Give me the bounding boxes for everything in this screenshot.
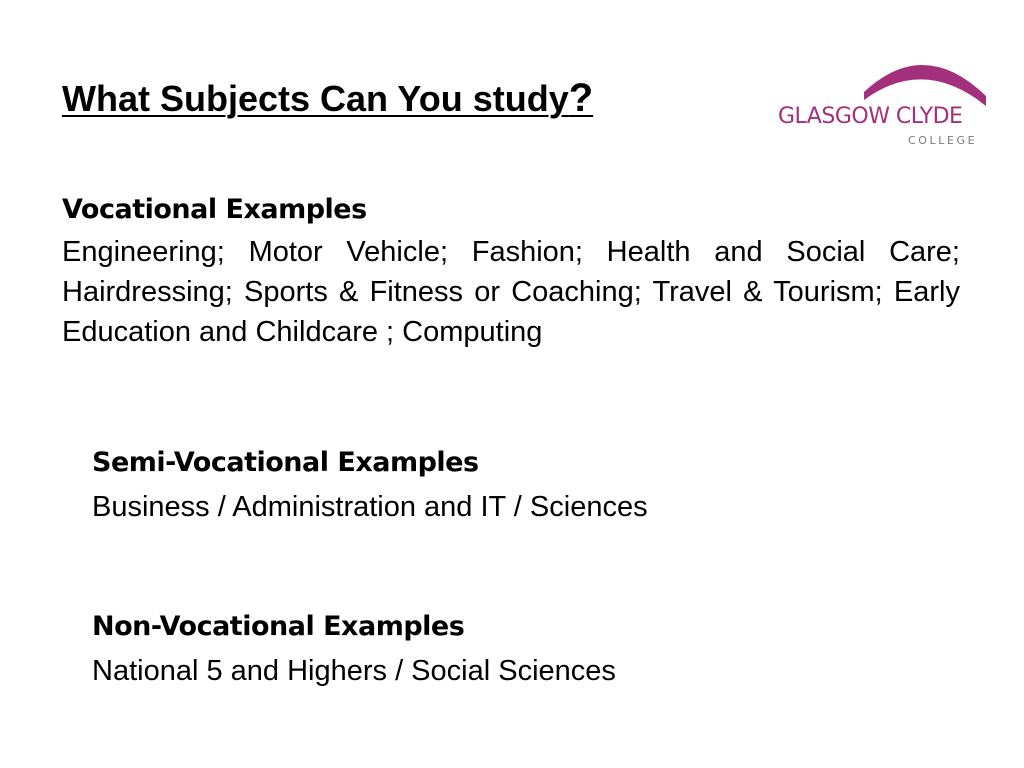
vocational-body: Engineering; Motor Vehicle; Fashion; Health and Social Care; Hairdressing; Sports & Fitness or Coaching; Travel & Tourism; Early Education and Childcare ; Computing — [62, 236, 960, 348]
semi-vocational-body: Business / Administration and IT / Sciences — [92, 491, 648, 523]
non-vocational-section — [92, 609, 952, 691]
logo-name: GLASGOW CLYDE — [778, 104, 963, 129]
slide-title-question-mark: ? — [568, 76, 594, 120]
vocational-heading: Vocational Examples — [62, 194, 367, 225]
slide-title-text: What Subjects Can You study — [62, 78, 569, 119]
logo-arc-icon — [774, 48, 990, 108]
semi-vocational-section — [92, 445, 952, 527]
college-logo — [774, 48, 990, 156]
non-vocational-heading: Non-Vocational Examples — [92, 611, 465, 642]
semi-vocational-heading: Semi-Vocational Examples — [92, 447, 479, 478]
vocational-section — [62, 192, 960, 352]
slide-title — [62, 74, 593, 123]
logo-subtitle: COLLEGE — [908, 134, 978, 147]
non-vocational-body: National 5 and Highers / Social Sciences — [92, 655, 616, 687]
